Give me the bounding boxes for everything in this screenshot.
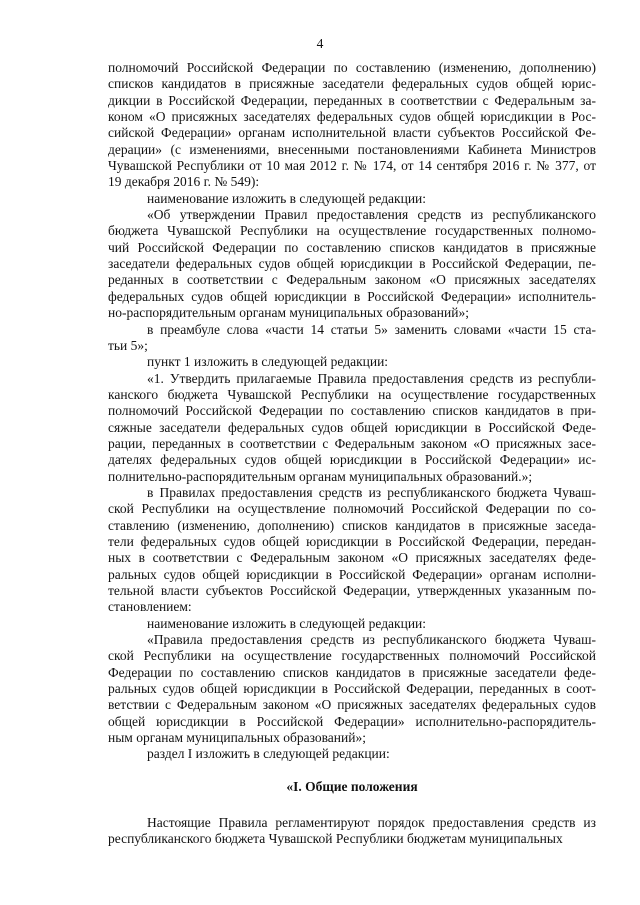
paragraph (108, 616, 596, 632)
text-line: федеральных судов общей юрисдикции в Российской Федерации» исполнитель- (108, 288, 596, 304)
text-line: канского бюджета Чувашской Республики на осуществление государственных (108, 386, 596, 402)
paragraph (108, 746, 596, 762)
paragraph (108, 815, 596, 848)
text-line: чий Российской Федерации по составлению списков кандидатов в присяжные (108, 239, 596, 255)
text-line: наименование изложить в следующей редакции: (147, 190, 427, 206)
paragraph (108, 485, 596, 616)
paragraph (108, 207, 596, 321)
text-line: полномочий Российской Федерации по составлению (изменению, дополнению) (108, 60, 596, 75)
text-line: общей юрисдикции в Российской Федерации» исполнительно-распорядитель- (108, 713, 596, 729)
paragraph (108, 371, 596, 485)
text-line: бюджета Чувашской Республики на осуществление государственных полномо- (108, 223, 596, 239)
text-line: ской Республики на осуществление государственных полномочий Российской (108, 648, 596, 664)
paragraph (108, 354, 596, 370)
text-line: тьи 5»; (108, 337, 148, 353)
text-line: ставлению (изменению, дополнению) списков кандидатов в присяжные заседа- (108, 517, 596, 533)
text-line: заседатели федеральных судов общей юрисдикции в Российской Федерации, пе- (108, 256, 596, 272)
text-line: раздел I изложить в следующей редакции: (147, 746, 390, 762)
text-line: дикции в Российской Федерации, переданных в соответствии с Федеральным за- (108, 92, 596, 108)
text-line: полномочий Российской Федерации по составлению списков кандидатов в при- (108, 403, 596, 419)
text-line: но-распорядительным органам муниципальных образований»; (108, 305, 469, 321)
text-line: наименование изложить в следующей редакции: (147, 615, 427, 631)
paragraph (108, 322, 596, 355)
text-line: коном «О присяжных заседателях федеральных судов общей юрисдикции в Рос- (108, 109, 596, 125)
text-line: списков кандидатов в присяжные заседатели федеральных судов общей юрис- (108, 76, 596, 92)
text-line: становлением: (108, 599, 192, 615)
amendment-paragraphs (108, 60, 596, 763)
text-line: «Об утверждении Правил предоставления средств из республиканского (147, 207, 596, 223)
text-line: полнительно-распорядительным органам муниципальных образований.»; (108, 468, 533, 484)
paragraph (108, 191, 596, 207)
text-line: Настоящие Правила регламентируют порядок предоставления средств из (147, 814, 596, 830)
text-line: в Правилах предоставления средств из республиканского бюджета Чуваш- (147, 484, 596, 500)
text-line: Чувашской Республики от 10 мая 2012 г. № 174, от 14 сентября 2016 г. № 377, от (108, 158, 596, 174)
text-line: сяжные заседатели федеральных судов общей юрисдикции в Российской Феде- (108, 419, 596, 435)
text-line: ской Республики на осуществление полномочий Российской Федерации по со- (108, 501, 596, 517)
text-line: ветствии с Федеральным законом «О присяжных заседателях федеральных судов (108, 697, 596, 713)
text-line: дателях федеральных судов общей юрисдикции в Российской Федерации» ис- (108, 452, 596, 468)
text-line: дерации» (с изменениями, внесенными постановлениями Кабинета Министров (108, 141, 596, 157)
paragraph (108, 60, 596, 191)
text-line: сийской Федерации» органам исполнительной власти субъектов Российской Фе- (108, 125, 596, 141)
page-number: 4 (316, 36, 324, 51)
paragraph (108, 632, 596, 746)
text-line: рации, переданных в соответствии с Федеральным законом «О присяжных засе- (108, 435, 596, 451)
text-line: Федерации по составлению списков кандидатов в присяжные заседатели феде- (108, 664, 596, 680)
text-line: ных в соответствии с Федеральным законом «О присяжных заседателях феде- (108, 550, 596, 566)
text-line: пункт 1 изложить в следующей редакции: (147, 354, 389, 370)
closing-paragraph (108, 815, 596, 848)
text-line: 19 декабря 2016 г. № 549): (108, 174, 260, 190)
text-line: республиканского бюджета Чувашской Республики бюджетам муниципальных (108, 831, 563, 847)
text-line: ральных судов общей юрисдикции в Российской Федерации, переданных в соот- (108, 681, 596, 697)
text-line: ральных судов общей юрисдикции в Российской Федерации» органам исполни- (108, 566, 596, 582)
text-line: тельной власти субъектов Российской Федерации, утвержденных указанным по- (108, 583, 596, 598)
document-body (108, 60, 596, 847)
text-line: тели федеральных судов общей юрисдикции в Российской Федерации, передан- (108, 533, 596, 549)
text-line: «1. Утвердить прилагаемые Правила предоставления средств из республи- (147, 370, 596, 386)
section-heading: «I. Общие положения (286, 778, 418, 794)
text-line: в преамбуле слова «части 14 статьи 5» заменить словами «части 15 ста- (147, 321, 596, 337)
text-line: ным органам муниципальных образований»; (108, 730, 366, 746)
text-line: «Правила предоставления средств из республиканского бюджета Чуваш- (147, 632, 596, 648)
text-line: реданных в соответствии с Федеральным законом «О присяжных заседателях (108, 272, 596, 288)
